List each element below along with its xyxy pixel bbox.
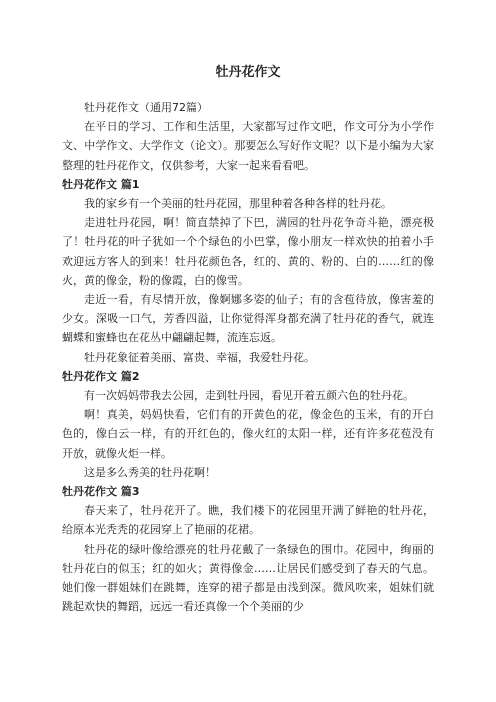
document-body — [62, 98, 434, 616]
paragraph: 走进牡丹花园，啊！简直禁掉了下巴，满园的牡丹花争奇斗艳，漂亮极了！牡丹花的叶子犹如一个个绿色的小巴掌，像小朋友一样欢快的拍着小手欢迎远方客人的到来！牡丹花颜色各，红的、黄的、粉的、白的……红的像火，黄的像金，粉的像霞，白的像雪。 — [62, 216, 434, 287]
paragraph: 春天来了，牡丹花开了。瞧，我们楼下的花园里开满了鲜艳的牡丹花，给原本光秃秃的花园穿上了艳丽的花裙。 — [62, 504, 434, 537]
paragraph: 在平日的学习、工作和生活里，大家都写过作文吧，作文可分为小学作文、中学作文、大学作文（论文）。那要怎么写好作文呢？以下是小编为大家整理的牡丹花作文，仅供参考，大家一起来看看吧。 — [62, 120, 434, 172]
section-heading: 牡丹花作文 篇3 — [62, 485, 140, 499]
paragraph: 走近一看，有尽情开放，像婀娜多姿的仙子；有的含苞待放，像害羞的少女。深吸一口气，芳香四溢，让你觉得浑身都充满了牡丹花的香气，就连蝴蝶和蜜蜂也在花丛中翩翩起舞，流连忘返。 — [62, 293, 434, 345]
section-heading: 牡丹花作文 篇1 — [62, 177, 140, 191]
document-title: 牡丹花作文 — [215, 65, 281, 80]
paragraph: 我的家乡有一个美丽的牡丹花园，那里种着各种各样的牡丹花。 — [84, 197, 392, 211]
paragraph: 啊！真美，妈妈快看，它们有的开黄色的花，像金色的玉米，有的开白色的，像白云一样，有的开红色的，像火红的太阳一样，还有许多花苞没有开放，就像火炬一样。 — [62, 408, 434, 460]
section-heading: 牡丹花作文 篇2 — [62, 369, 140, 383]
paragraph: 牡丹花象征着美丽、富贵、幸福，我爱牡丹花。 — [84, 350, 315, 364]
paragraph: 这是多么秀美的牡丹花啊！ — [84, 465, 216, 479]
paragraph: 牡丹花的绿叶像给漂亮的牡丹花戴了一条绿色的围巾。花园中，绚丽的牡丹花白的似玉；红的如火；黄得像金……让居民们感受到了春天的气息。她们像一群姐妹们在跳舞，连穿的裙子都是由浅到深。微风吹来，姐妹们就跳起欢快的舞蹈，远远一看还真像一个个美丽的少 — [62, 542, 434, 614]
paragraph: 牡丹花作文（通用72篇） — [84, 101, 208, 114]
paragraph: 有一次妈妈带我去公园，走到牡丹园，看见开着五颜六色的牡丹花。 — [84, 389, 414, 403]
